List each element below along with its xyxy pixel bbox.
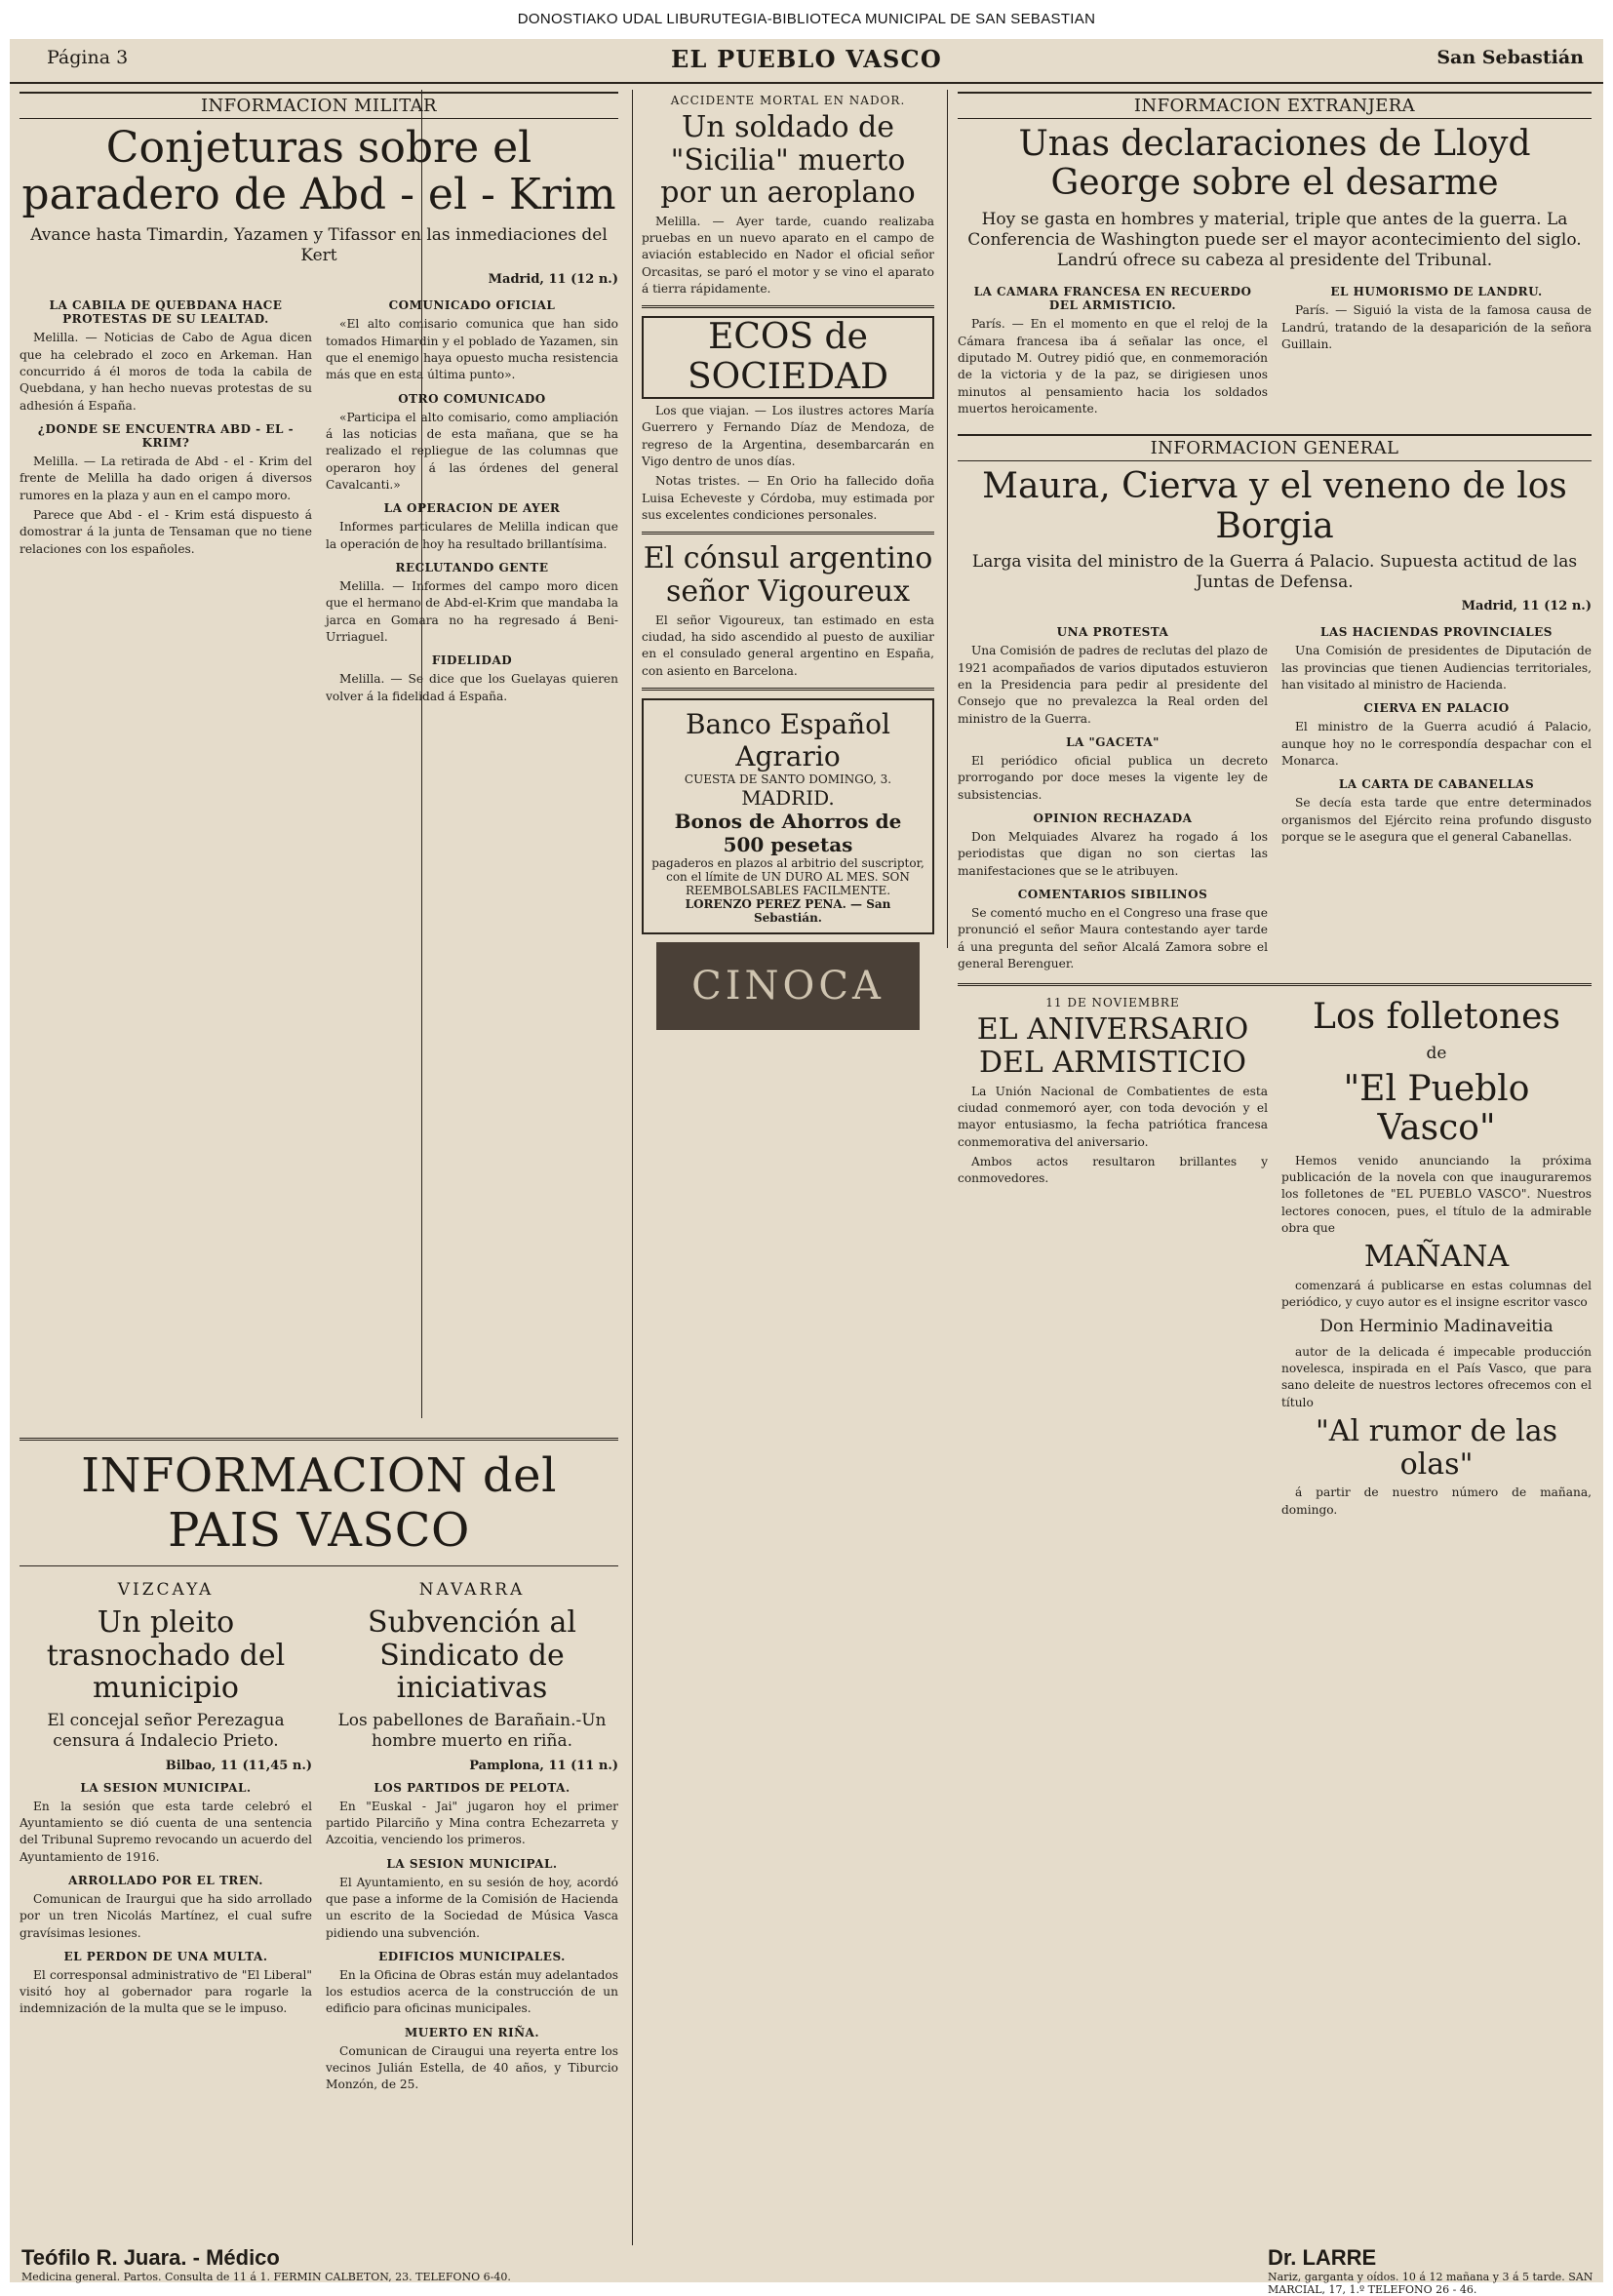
subheading: LAS HACIENDAS PROVINCIALES — [1320, 625, 1553, 640]
region-label: NAVARRA — [418, 1580, 526, 1600]
doctor-detail: Medicina general. Partos. Consulta de 11 á 1. FERMIN CALBETON, 23. TELEFONO 6-40. — [21, 2271, 511, 2283]
headline: Un soldado de "Sicilia" muerto por un aeroplano — [660, 110, 916, 211]
cinema-logo: CINOCA — [656, 942, 920, 1030]
paragraph: El ministro de la Guerra acudió á Palacio, aunque hoy no le correspondía despachar con el Monarca. — [1281, 720, 1592, 769]
doctor-name: Dr. LARRE — [1268, 2245, 1377, 2270]
divider — [20, 1438, 618, 1441]
paragraph: La Unión Nacional de Combatientes de esta ciudad conmemoró ayer, con toda devoción y el mayor entusiasmo, la fecha patriótica francesa conmemorativa del aniversario. — [958, 1084, 1268, 1149]
section-heading: INFORMACION MILITAR — [20, 92, 618, 119]
folletones-notice — [1281, 994, 1592, 1521]
column-divider — [947, 90, 948, 948]
headline: Los folletones — [1313, 997, 1560, 1038]
paragraph: Notas tristes. — En Orio ha fallecido doña Luisa Echeveste y Córdoba, muy estimada por sus excelentes condiciones personales. — [642, 474, 934, 523]
headline: EL ANIVERSARIO DEL ARMISTICIO — [976, 1012, 1249, 1080]
section-heading: INFORMACION GENERAL — [958, 434, 1592, 461]
text-column — [326, 291, 618, 708]
footer-ads — [10, 2245, 1603, 2296]
bank-text: pagaderos en plazos al arbitrio del suscriptor, con el límite de UN DURO AL MES. SON REEMBOLSABLES FACILMENTE. — [651, 855, 925, 897]
navarra-column — [326, 1574, 618, 2097]
subheading: LA CARTA DE CABANELLAS — [1338, 777, 1535, 792]
paragraph: Melilla. — La retirada de Abd - el - Krim del frente de Melilla ha dado origen á diversos rumores en la plaza y aun en el campo moro. — [20, 454, 312, 502]
headline: Un pleito trasnochado del municipio — [46, 1605, 286, 1706]
author-name: Don Herminio Madinaveitia — [1319, 1317, 1554, 1337]
masthead-city: San Sebastián — [1436, 47, 1584, 68]
subheading: LA CAMARA FRANCESA EN RECUERDO DEL ARMISTICIO. — [973, 285, 1252, 313]
divider — [642, 688, 934, 691]
dateline: Bilbao, 11 (11,45 n.) — [165, 1758, 312, 1773]
bank-contact: LORENZO PEREZ PENA. — San Sebastián. — [685, 896, 891, 925]
paragraph: Se decía esta tarde que entre determinados organismos del Ejército reina profundo disgusto porque se le asegura que el general Cabanellas. — [1281, 796, 1592, 845]
section-banner: INFORMACION del PAIS VASCO — [81, 1448, 557, 1558]
text-column — [958, 277, 1268, 420]
doctor-ad-left — [21, 2245, 607, 2283]
bank-advertisement — [642, 698, 934, 934]
newspaper-page — [10, 39, 1603, 2296]
paragraph: autor de la delicada é impecable producción novelesca, inspirada en el País Vasco, que para sano deleite de nuestros lectores ofrecemos con el título — [1281, 1344, 1592, 1409]
subheading: LA CABILA DE QUEBDANA HACE PROTESTAS DE SU LEALTAD. — [49, 298, 283, 327]
subheading: CIERVA EN PALACIO — [1363, 701, 1510, 716]
headline: Maura, Cierva y el veneno de los Borgia — [982, 466, 1567, 546]
subheading: EL PERDON DE UNA MULTA. — [63, 1949, 268, 1963]
subheading: FIDELIDAD — [431, 653, 513, 668]
dateline: Madrid, 11 (12 n.) — [488, 272, 618, 288]
deck: El concejal señor Perezagua censura á Indalecio Prieto. — [47, 1711, 285, 1752]
subheading: LA "GACETA" — [1066, 735, 1160, 750]
section-heading: ECOS de SOCIEDAD — [642, 316, 934, 399]
deck: Los pabellones de Barañain.-Un hombre muerto en riña. — [337, 1711, 607, 1752]
divider — [958, 983, 1592, 986]
text-column — [1281, 617, 1592, 975]
paragraph: Informes particulares de Melilla indican que la operación de hoy ha resultado brillantísima. — [326, 520, 618, 551]
subheading: RECLUTANDO GENTE — [395, 560, 549, 574]
paragraph: Don Melquiades Alvarez ha rogado á los periodistas que digan no son ciertas las manifestaciones que se le atribuyen. — [958, 830, 1268, 878]
paragraph: En "Euskal - Jai" jugaron hoy el primer partido Pilarciño y Mina contra Echezarreta y Azcoitia, venciendo los primeros. — [326, 1799, 618, 1847]
column-divider — [632, 90, 633, 2245]
paragraph: Hemos venido anunciando la próxima publicación de la novela con que inauguraremos los folletones de "EL PUEBLO VASCO". Nuestros lectores conocen, pues, el título de la admirable obra que — [1281, 1153, 1592, 1235]
section-heading: INFORMACION EXTRANJERA — [958, 92, 1592, 119]
paragraph: Ambos actos resultaron brillantes y conmovedores. — [958, 1154, 1268, 1186]
doctor-ad-right — [1268, 2245, 1599, 2296]
subheading: ARROLLADO POR EL TREN. — [68, 1873, 263, 1887]
paragraph: El señor Vigoureux, tan estimado en esta ciudad, ha sido ascendido al puesto de auxiliar en el consulado general argentino en España, con asiento en Barcelona. — [642, 613, 934, 678]
newspaper-title: EL PUEBLO VASCO — [671, 45, 942, 73]
paragraph: Melilla. — Se dice que los Guelayas quieren volver á la fidelidad á España. — [326, 672, 618, 703]
middle-column — [642, 92, 934, 2237]
divider — [642, 532, 934, 534]
subheading: LA OPERACION DE AYER — [383, 501, 561, 516]
subheading: ¿DONDE SE ENCUENTRA ABD - EL - KRIM? — [37, 421, 295, 450]
divider — [642, 305, 934, 308]
paragraph: Se comentó mucho en el Congreso una frase que pronunció el señor Maura contestando ayer tarde á una pregunta del señor Alcalá Zamora sobre el general Berenguer. — [958, 906, 1268, 971]
paragraph: En la Oficina de Obras están muy adelantados los estudios acerca de la construcción de un edificio para oficinas municipales. — [326, 1967, 618, 2016]
dateline: Pamplona, 11 (11 n.) — [469, 1758, 618, 1773]
paragraph: Los que viajan. — Los ilustres actores María Guerrero y Fernando Díaz de Mendoza, de regreso de la Argentina, desembarcarán en Vigo dentro de unos días. — [642, 404, 934, 469]
subheading: OTRO COMUNICADO — [398, 391, 546, 406]
military-article — [20, 92, 618, 1430]
bank-offer: Bonos de Ahorros de 500 pesetas — [674, 809, 902, 856]
paragraph: comenzará á publicarse en estas columnas del periódico, y cuyo autor es el insigne escritor vasco — [1281, 1278, 1592, 1310]
paragraph: El corresponsal administrativo de "El Liberal" visitó hoy al gobernador para rogarle la indemnización de la multa que se le impuso. — [20, 1967, 312, 2016]
subheading: LA SESION MUNICIPAL. — [80, 1780, 252, 1795]
headline: Subvención al Sindicato de iniciativas — [368, 1605, 576, 1706]
kicker: 11 DE NOVIEMBRE — [1045, 996, 1180, 1010]
connector: de — [1426, 1043, 1447, 1063]
subheading: MUERTO EN RIÑA. — [404, 2025, 540, 2039]
headline: Conjeturas sobre el paradero de Abd - el - Krim — [21, 123, 616, 220]
subheading: EL HUMORISMO DE LANDRU. — [1330, 285, 1543, 299]
right-columns — [958, 92, 1592, 2237]
subheading: EDIFICIOS MUNICIPALES. — [378, 1949, 566, 1963]
paragraph: Melilla. — Informes del campo moro dicen que el hermano de Abd-el-Krim que mandaba la jarca en Gomara no ha regresado á Beni-Urriaguel. — [326, 578, 618, 644]
doctor-name: Teófilo R. Juara. - Médico — [21, 2245, 280, 2270]
headline: "El Pueblo Vasco" — [1343, 1068, 1530, 1149]
subheading: UNA PROTESTA — [1056, 625, 1169, 640]
armisticio-article — [958, 994, 1268, 1521]
paragraph: En la sesión que esta tarde celebró el Ayuntamiento se dió cuenta de una sentencia del Tribunal Supremo revocando un acuerdo del Ayuntamiento de 1916. — [20, 1799, 312, 1864]
region-label: VIZCAYA — [117, 1580, 215, 1600]
masthead — [10, 39, 1603, 84]
dateline: Madrid, 11 (12 n.) — [1461, 599, 1592, 614]
paragraph: París. — En el momento en que el reloj de la Cámara francesa iba á señalar las once, el diputado M. Outrey pidió que, en conmemoración de la victoria y de la paz, se dirigiesen unos minutos al pensamiento hacia los soldados muertos heroicamente. — [958, 317, 1268, 416]
deck: Larga visita del ministro de la Guerra á Palacio. Supuesta actitud de las Juntas de Defensa. — [971, 551, 1578, 593]
vizcaya-column — [20, 1574, 312, 2097]
paragraph: Comunican de Ciraugui una reyerta entre los vecinos Julián Estella, de 40 años, y Tiburcio Monzón, de 25. — [326, 2043, 618, 2092]
page-number: Página 3 — [47, 47, 129, 68]
headline: Unas declaraciones de Lloyd George sobre el desarme — [1018, 124, 1531, 204]
bank-name: Banco Español Agrario — [685, 707, 890, 772]
headline: El cónsul argentino señor Vigoureux — [643, 541, 933, 609]
paragraph: El Ayuntamiento, en su sesión de hoy, acordó que pase a informe de la Comisión de Hacienda un escrito de la Sociedad de Música Vasca pidiendo una subvención. — [326, 1875, 618, 1940]
divider — [20, 1565, 618, 1566]
paragraph: Una Comisión de padres de reclutas del plazo de 1921 acompañados de varios diputados estuvieron en la Presidencia para pedir al presidente del Consejo que no prevalezca la Real orden del ministro de la Guerra. — [958, 644, 1268, 726]
doctor-detail: Nariz, garganta y oídos. 10 á 12 mañana y 3 á 5 tarde. SAN MARCIAL, 17, 1.º TELEFONO 26 - 46. — [1268, 2271, 1593, 2296]
kicker: ACCIDENTE MORTAL EN NADOR. — [670, 94, 906, 107]
text-column — [1281, 277, 1592, 420]
paragraph: París. — Siguió la vista de la famosa causa de Landrú, tratando de la desaparición de la señora Guillain. — [1281, 303, 1592, 352]
pais-vasco-section — [20, 1430, 618, 2239]
bank-address: CUESTA DE SANTO DOMINGO, 3. — [684, 772, 892, 786]
archive-banner: DONOSTIAKO UDAL LIBURUTEGIA-BIBLIOTECA MUNICIPAL DE SAN SEBASTIAN — [0, 0, 1613, 39]
paragraph: El periódico oficial publica un decreto prorrogando por doce meses la vigente ley de subsistencias. — [958, 754, 1268, 802]
subheading: COMENTARIOS SIBILINOS — [1017, 888, 1208, 902]
paragraph: «Participa el alto comisario, como ampliación á las noticias de esta mañana, que se ha realizado el repliegue de las columnas que operaron hoy á las órdenes del general Cavalcanti.» — [326, 410, 618, 492]
paragraph: Melilla. — Noticias de Cabo de Agua dicen que ha celebrado el zoco en Arkeman. Han concurrido á él moros de toda la cabila de Quebdana, y han hecho nuevas protestas de su adhesión á España. — [20, 331, 312, 413]
paragraph: Parece que Abd - el - Krim está dispuesto á domostrar á la junta de Tensaman que no tiene relaciones con los españoles. — [20, 507, 312, 556]
paragraph: á partir de nuestro número de mañana, domingo. — [1281, 1485, 1592, 1517]
subheading: LA SESION MUNICIPAL. — [386, 1856, 558, 1871]
deck: Hoy se gasta en hombres y material, triple que antes de la guerra. La Conferencia de Washington puede ser el mayor acontecimiento del siglo. Landrú ofrece su cabeza al presidente del Tribunal. — [967, 209, 1582, 271]
bank-city: MADRID. — [741, 785, 835, 810]
text-column — [20, 291, 312, 708]
deck: Avance hasta Timardin, Yazamen y Tifassor en las inmediaciones del Kert — [30, 224, 608, 266]
paragraph: Comunican de Iraurgui que ha sido arrollado por un tren Nicolás Martínez, el cual sufre gravísimas lesiones. — [20, 1891, 312, 1940]
paragraph: Melilla. — Ayer tarde, cuando realizaba pruebas en un nuevo aparato en el campo de aviación establecido en Nador el oficial señor Orcasitas, se paró el motor y se vino el aparato á tierra rápidamente. — [642, 214, 934, 297]
paragraph: «El alto comisario comunica que han sido tomados Himardin y el poblado de Yazamen, sin que el enemigo haya opuesto mucha resistencia más que en esta última punto». — [326, 317, 618, 382]
emphasis: MAÑANA — [1363, 1240, 1510, 1275]
subheading: LOS PARTIDOS DE PELOTA. — [374, 1780, 570, 1795]
subheading: COMUNICADO OFICIAL — [388, 298, 556, 313]
novel-title: "Al rumor de las olas" — [1315, 1414, 1557, 1482]
subheading: OPINION RECHAZADA — [1033, 812, 1193, 826]
text-column — [958, 617, 1268, 975]
paragraph: Una Comisión de presidentes de Diputación de las provincias que tienen Audiencias territoriales, han visitado al ministro de Hacienda. — [1281, 644, 1592, 693]
